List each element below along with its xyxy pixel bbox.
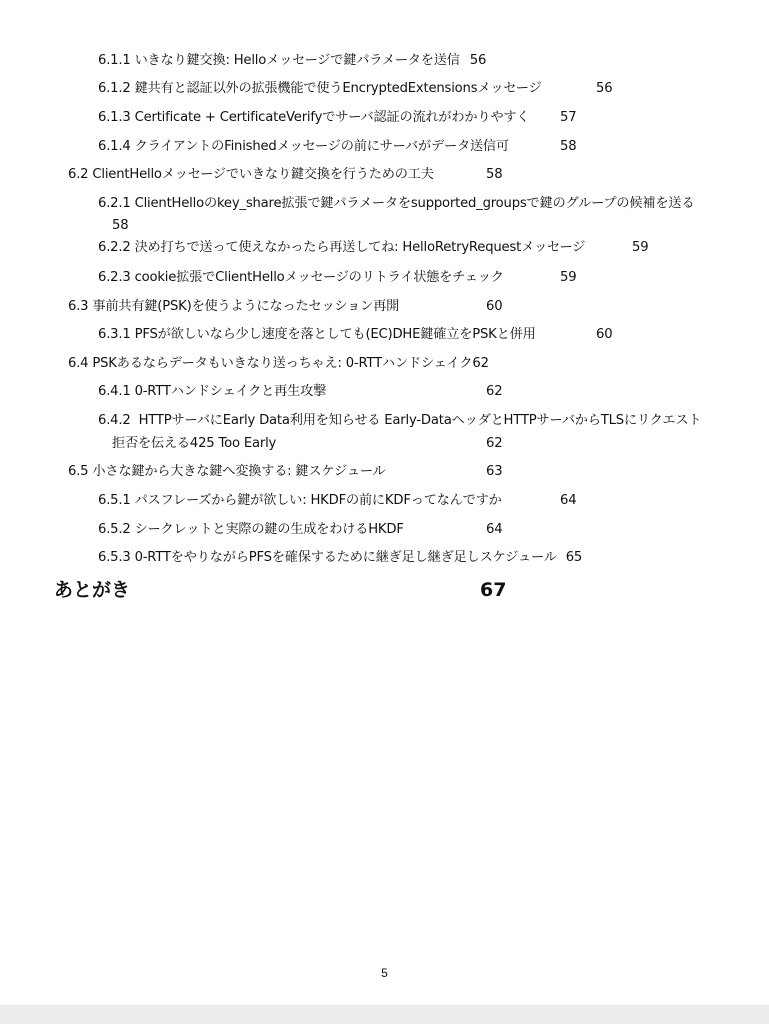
toc-entry-title: 0-RTTハンドシェイクと再生攻撃 [134,384,327,399]
toc-entry-title: PSKあるならデータもいきなり送っちゃえ: 0-RTTハンドシェイク [92,356,473,371]
toc-entry-6-5-1[interactable] [98,491,502,510]
toc-entry-number: 6.2.3 [98,270,131,285]
toc-entry-number: 6.5 [68,464,89,479]
toc-entry-page: 62 [472,356,489,371]
toc-entry-number: 6.3 [68,299,89,314]
toc-chapter-title: あとがき [54,579,131,601]
toc-entry-number: 6.5.3 [98,550,131,565]
toc-entry-page: 56 [596,81,613,96]
toc-entry-title: HTTPサーバにEarly Data利用を知らせる Early-DataヘッダとHTTPサーバからTLSにリクエスト [138,413,702,428]
toc-entry-number: 6.3.1 [98,327,131,342]
toc-entry-number: 6.5.1 [98,493,131,508]
toc-entry-page: 64 [486,522,503,537]
toc-entry-6-1-1[interactable] [98,51,486,70]
toc-entry-number: 6.2 [68,167,89,182]
toc-entry-title: シークレットと実際の鍵の生成をわけるHKDF [134,522,404,537]
toc-entry-title: PFSが欲しいなら少し速度を落としても(EC)DHE鍵確立をPSKと併用 [134,327,536,342]
toc-entry-page: 58 [560,139,577,154]
toc-entry-page: 58 [112,218,129,233]
toc-entry-title: クライアントのFinishedメッセージの前にサーバがデータ送信可 [134,139,509,154]
toc-entry-6-3[interactable] [68,297,399,316]
toc-entry-6-4-1[interactable] [98,382,326,401]
toc-entry-6-2[interactable] [68,165,434,184]
toc-entry-6-2-1[interactable] [98,194,694,213]
toc-entry-page: 59 [632,240,649,255]
toc-entry-page: 59 [560,270,577,285]
toc-entry-page: 65 [565,550,583,565]
toc-entry-title: ClientHelloメッセージでいきなり鍵交換を行うための工夫 [92,167,434,182]
toc-entry-number: 6.1.1 [98,53,131,68]
toc-entry-number: 6.4 [68,356,89,371]
toc-entry-title: Certificate + CertificateVerifyでサーバ認証の流れがわかりやすく [134,110,530,125]
toc-entry-title: 決め打ちで送って使えなかったら再送してね: HelloRetryRequestメッセージ [134,240,586,255]
viewer-bottom-edge [0,1005,769,1024]
toc-entry-page: 63 [486,464,503,479]
toc-entry-6-2-3[interactable] [98,268,504,287]
toc-entry-6-2-2[interactable] [98,238,585,257]
toc-chapter-page: 67 [480,579,507,601]
toc-entry-page: 64 [560,493,577,508]
toc-entry-page: 60 [596,327,613,342]
toc-entry-6-1-4[interactable] [98,137,509,156]
toc-entry-6-1-2[interactable] [98,79,542,98]
toc-entry-6-4[interactable] [68,354,489,373]
toc-entry-6-3-1[interactable] [98,325,536,344]
toc-entry-6-5-2[interactable] [98,520,404,539]
toc-entry-page: 60 [486,299,503,314]
toc-entry-title: パスフレーズから鍵が欲しい: HKDFの前にKDFってなんですか [134,493,502,508]
toc-entry-number: 6.1.4 [98,139,131,154]
toc-entry-title: cookie拡張でClientHelloメッセージのリトライ状態をチェック [134,270,504,285]
toc-entry-page: 62 [486,384,503,399]
toc-entry-title: 小さな鍵から大きな鍵へ変換する: 鍵スケジュール [92,464,386,479]
toc-entry-page: 58 [486,167,503,182]
toc-entry-6-5-3[interactable] [98,548,582,567]
toc-entry-6-1-3[interactable] [98,108,529,127]
toc-chapter-afterword[interactable] [54,578,130,602]
toc-entry-number: 6.5.2 [98,522,131,537]
toc-entry-title: 鍵共有と認証以外の拡張機能で使うEncryptedExtensionsメッセージ [134,81,542,96]
toc-entry-number: 6.4.2 [98,413,131,428]
toc-entry-number: 6.1.3 [98,110,131,125]
toc-entry-number: 6.2.2 [98,240,131,255]
toc-entry-title: 事前共有鍵(PSK)を使うようになったセッション再開 [92,299,400,314]
toc-entry-number: 6.2.1 [98,196,131,211]
toc-entry-number: 6.4.1 [98,384,131,399]
toc-entry-page: 56 [469,53,487,68]
toc-entry-page: 62 [486,436,503,451]
page-number: 5 [381,966,388,980]
toc-entry-number: 6.1.2 [98,81,131,96]
toc-entry-page: 57 [560,110,577,125]
toc-entry-title: いきなり鍵交換: Helloメッセージで鍵パラメータを送信 [134,53,460,68]
toc-entry-title-continued: 拒否を伝える425 Too Early [112,436,277,451]
toc-entry-title: 0-RTTをやりながらPFSを確保するために継ぎ足し継ぎ足しスケジュール [134,550,557,565]
toc-entry-title: ClientHelloのkey_share拡張で鍵パラメータをsupported_groupsで鍵のグループの候補を送る [134,196,695,211]
toc-entry-6-4-2[interactable] [98,411,701,430]
toc-entry-6-5[interactable] [68,462,386,481]
